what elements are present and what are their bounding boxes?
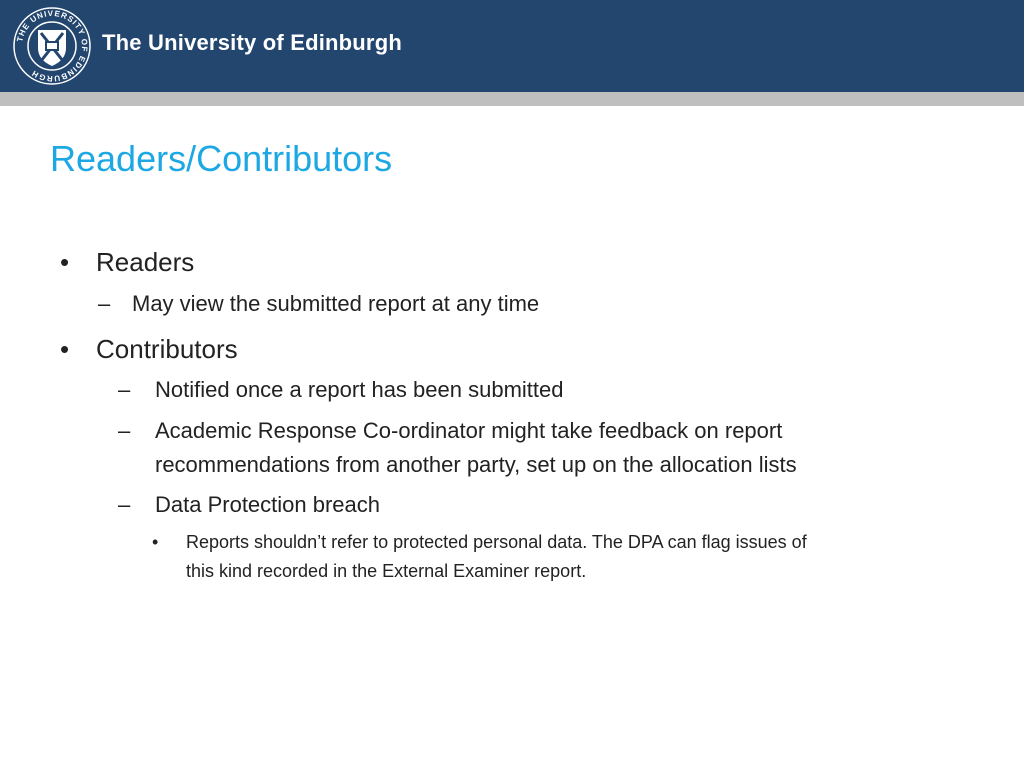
bullet-readers-label: Readers bbox=[96, 247, 195, 277]
sub-bullet-text-line2: recommendations from another party, set up on the allocation lists bbox=[155, 452, 797, 477]
bullet-marker: • bbox=[60, 334, 70, 364]
bullet-marker: • bbox=[152, 532, 159, 552]
university-name: The University of Edinburgh bbox=[102, 30, 402, 55]
sub-bullet-text: May view the submitted report at any time bbox=[132, 291, 540, 316]
university-header bbox=[0, 0, 1024, 92]
dash-marker: – bbox=[118, 377, 131, 402]
bullet-contributors-label: Contributors bbox=[96, 334, 238, 364]
dash-marker: – bbox=[118, 492, 131, 517]
sub-sub-bullet-text-line1: Reports shouldn’t refer to protected personal data. The DPA can flag issues of bbox=[186, 532, 807, 552]
university-crest-logo bbox=[12, 6, 92, 86]
sub-bullet-text: Notified once a report has been submitted bbox=[155, 377, 564, 402]
sub-bullet-text: Data Protection breach bbox=[155, 492, 381, 517]
svg-text:THE UNIVERSITY OF EDINBURGH: THE UNIVERSITY OF EDINBURGH bbox=[15, 8, 90, 84]
bullet-marker: • bbox=[60, 247, 70, 277]
dash-marker: – bbox=[118, 418, 131, 443]
dash-marker: – bbox=[98, 291, 111, 316]
slide-title: Readers/Contributors bbox=[50, 138, 393, 179]
sub-sub-bullet-text-line2: this kind recorded in the External Examiner report. bbox=[186, 561, 587, 581]
sub-bullet-text-line1: Academic Response Co-ordinator might take feedback on report bbox=[155, 418, 783, 443]
header-divider-stripe bbox=[0, 92, 1024, 106]
